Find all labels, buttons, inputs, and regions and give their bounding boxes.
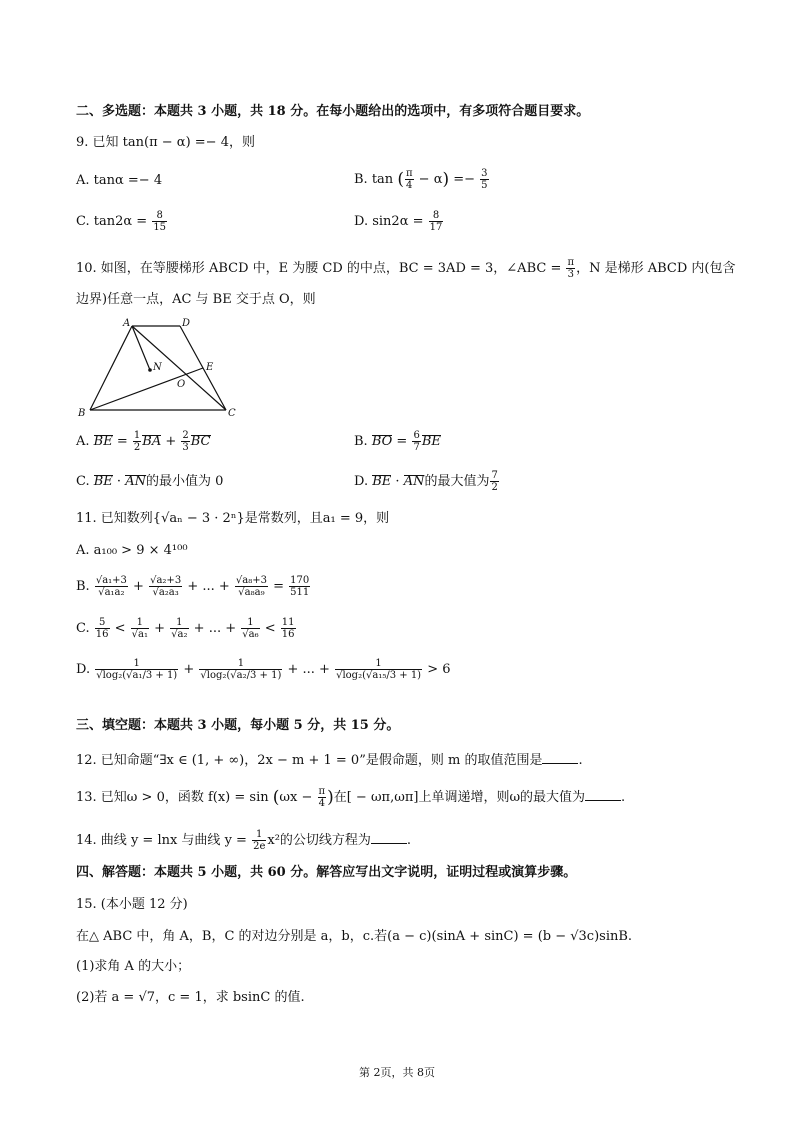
q10-stem-line2: 边界)任意一点，AC 与 BE 交于点 O，则 xyxy=(76,292,316,307)
q12-answer-blank[interactable] xyxy=(542,751,578,764)
section-3-heading: 三、填空题：本题共 3 小题，每小题 5 分，共 15 分。 xyxy=(76,718,400,733)
section-2-heading: 二、多选题：本题共 3 小题，共 18 分。在每小题给出的选项中，有多项符合题目要求。 xyxy=(76,104,590,119)
q11-option-c: C. $\frac{5}{16}$ < $\frac{1}{\text{√a₁}}$ + $\frac{1}{\text{√a₂}}$ + ... + $\frac{1}{\text{√a₆}}$ < $\frac{11}{16}$ xyxy=(76,617,295,640)
q11-stem: 11. 已知数列{√aₙ − 3 · 2ⁿ}是常数列，且a₁ = 9，则 xyxy=(76,511,390,526)
label-o: O xyxy=(177,379,186,390)
q10-option-d: D. BE · AN的最大值为 $\frac{7}{2}$ xyxy=(354,470,498,493)
segment-an xyxy=(132,326,150,370)
q10-option-b: B. BO = $\frac{6}{7}$ BE xyxy=(354,430,441,453)
q13-answer-blank[interactable] xyxy=(585,788,621,801)
q9-stem: 9. 已知 tan(π − α) =− 4，则 xyxy=(76,135,255,150)
segment-be xyxy=(90,368,203,410)
q13: 13. 已知ω > 0，函数 f(x) = sin (ωx − $\frac{\pi}{4}$ )在[ − ωπ,ωπ]上单调递增，则ω的最大值为 . xyxy=(76,786,626,809)
label-b: B xyxy=(78,408,86,419)
section-4-heading: 四、解答题：本题共 5 小题，共 60 分。解答应写出文字说明，证明过程或演算步骤。 xyxy=(76,865,577,880)
q15-part1: (1)求角 A 的大小； xyxy=(76,959,191,974)
label-a: A xyxy=(123,318,131,329)
page-number: 第 2页，共 8页 xyxy=(359,1066,435,1079)
q14-answer-blank[interactable] xyxy=(371,831,407,844)
q9-option-a: A. tanα =− 4 xyxy=(76,173,163,188)
label-e: E xyxy=(206,362,214,373)
q10-stem-line1: 10. 如图，在等腰梯形 ABCD 中，E 为腰 CD 的中点，BC = 3AD = 3，∠ABC = $\frac{\pi}{3}$ ，N 是梯形 ABCD 内(包含 xyxy=(76,257,736,280)
q11-option-b: B. $\frac{\text{√a₁+3}}{\text{√a₁a₂}}$ + $\frac{\text{√a₂+3}}{\text{√a₂a₃}}$ + ... + $\frac{\text{√a₈+3}}{\text{√a₈a₉}}$ = $\frac{170}{511}$ xyxy=(76,575,310,598)
q11-option-a: A. a₁₀₀ > 9 × 4¹⁰⁰ xyxy=(76,543,188,558)
label-d: D xyxy=(182,318,191,329)
trapezoid-figure xyxy=(70,316,250,420)
q10-option-a: A. BE = $\frac{1}{2}$ BA + $\frac{2}{3}$ BC xyxy=(76,430,211,453)
q15-title: 15. (本小题 12 分) xyxy=(76,897,188,912)
q15-stem: 在△ ABC 中，角 A，B，C 的对边分别是 a，b，c.若(a − c)(sinA + sinC) = (b − √3c)sinB. xyxy=(76,929,633,944)
q15-part2: (2)若 a = √7，c = 1，求 bsinC 的值. xyxy=(76,990,305,1005)
q9-option-c: C. tan2α = $\frac{8}{15}$ xyxy=(76,210,167,233)
q12: 12. 已知命题“∃x ∈ (1, + ∞)，2x − m + 1 = 0”是假命题，则 m 的取值范围是 . xyxy=(76,753,583,768)
label-c: C xyxy=(228,408,236,419)
q11-option-d: D. $\frac{1}{\text{√log₂(√a₁/3 + 1)}}$ + $\frac{1}{\text{√log₂(√a₂/3 + 1)}}$ + ... + $\frac{1}{\text{√log₂(√a₁₅/3 + 1)}}$ > 6 xyxy=(76,658,451,681)
q14: 14. 曲线 y = lnx 与曲线 y = $\frac{1}{2e}$ x²的公切线方程为 . xyxy=(76,829,412,852)
q9-option-d: D. sin2α = $\frac{8}{17}$ xyxy=(354,210,443,233)
edge-ab xyxy=(90,326,132,410)
label-n: N xyxy=(153,362,162,373)
q9-option-b: B. tan ( $\frac{\pi}{4}$ − α) =− $\frac{3}{5}$ xyxy=(354,168,488,191)
q10-option-c: C. BE · AN的最小值为 0 xyxy=(76,474,224,489)
